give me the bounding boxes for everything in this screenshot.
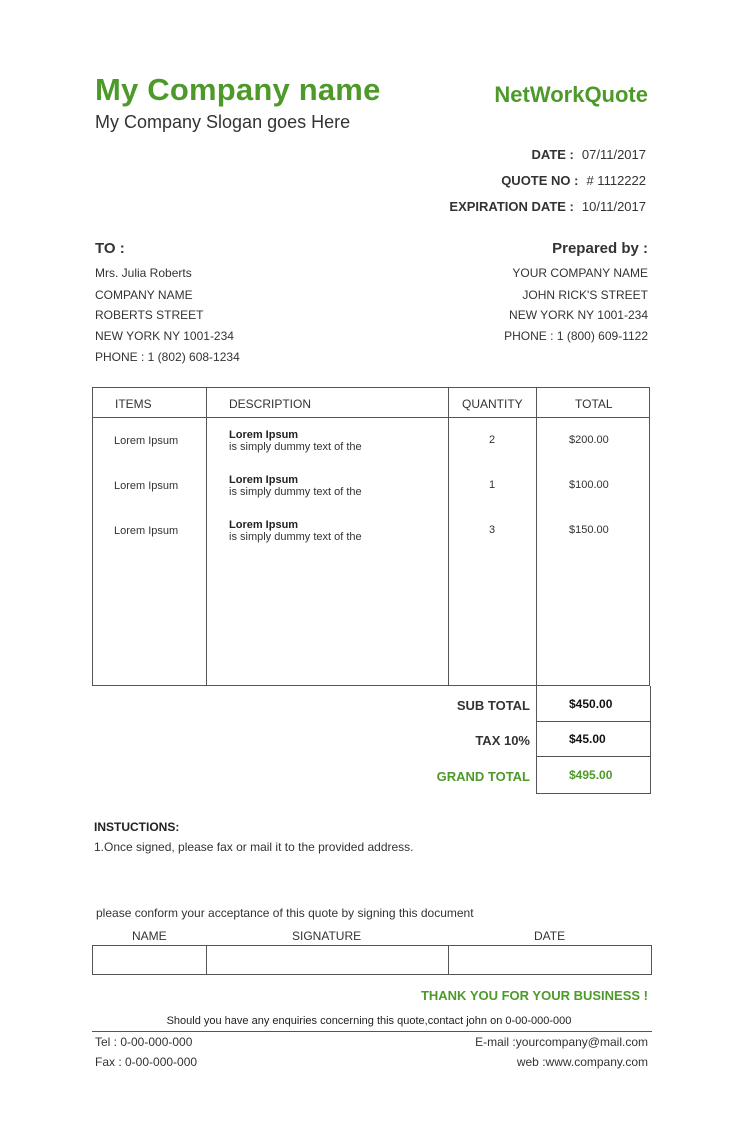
subtotal-label: SUB TOTAL — [456, 698, 530, 713]
quote-no-label: QUOTE NO : — [501, 173, 579, 188]
signature-divider — [448, 946, 449, 974]
to-heading: TO : — [95, 240, 125, 257]
date-row — [532, 147, 646, 162]
expiration-value: 10/11/2017 — [581, 199, 646, 214]
header-quantity: QUANTITY — [462, 397, 523, 411]
row-total: $200.00 — [569, 434, 609, 446]
date-value: 07/11/2017 — [581, 147, 646, 162]
prepared-by-line: JOHN RICK'S STREET — [522, 288, 648, 302]
prepared-by-line: YOUR COMPANY NAME — [512, 266, 648, 280]
row-quantity: 3 — [489, 524, 496, 536]
signature-divider — [206, 946, 207, 974]
header-items: ITEMS — [115, 397, 152, 411]
prepared-by-line: PHONE : 1 (800) 609-1122 — [504, 329, 648, 343]
description-subtitle: is simply dummy text of the — [229, 441, 362, 453]
enquiries-text: Should you have any enquiries concerning this quote,contact john on 0-00-000-000 — [166, 1015, 572, 1027]
instructions-text: 1.Once signed, please fax or mail it to the provided address. — [94, 840, 414, 854]
description-title: Lorem Ipsum — [229, 519, 299, 531]
table-divider — [206, 388, 207, 685]
table-divider — [536, 388, 537, 685]
description-title: Lorem Ipsum — [229, 474, 299, 486]
company-slogan: My Company Slogan goes Here — [95, 112, 351, 132]
acceptance-text: please conform your acceptance of this quote by signing this document — [96, 906, 474, 920]
signature-name-label: NAME — [132, 929, 167, 943]
to-line: PHONE : 1 (802) 608-1234 — [95, 350, 240, 364]
company-name: My Company name — [95, 72, 381, 107]
footer-tel: Tel : 0-00-000-000 — [95, 1035, 193, 1049]
grand-total-label: GRAND TOTAL — [436, 769, 530, 784]
quote-no-row — [501, 173, 646, 188]
footer-divider — [92, 1031, 652, 1032]
footer-web: web :www.company.com — [516, 1055, 648, 1069]
row-quantity: 1 — [489, 479, 496, 491]
table-divider — [448, 388, 449, 685]
description-subtitle: is simply dummy text of the — [229, 531, 362, 543]
subtotal-value: $450.00 — [569, 697, 613, 711]
signature-table — [92, 945, 652, 975]
to-line: COMPANY NAME — [95, 288, 193, 302]
prepared-by-heading: Prepared by : — [552, 240, 648, 257]
header-description: DESCRIPTION — [229, 397, 312, 411]
row-description — [229, 519, 362, 543]
prepared-by-line: NEW YORK NY 1001-234 — [509, 308, 648, 322]
row-description — [229, 474, 362, 498]
to-line: ROBERTS STREET — [95, 308, 204, 322]
thank-you-message: THANK YOU FOR YOUR BUSINESS ! — [420, 988, 648, 1003]
row-quantity: 2 — [489, 434, 496, 446]
subtotal-box — [536, 686, 651, 722]
expiration-row — [449, 199, 646, 214]
brand-title: NetWorkQuote — [494, 82, 648, 107]
row-total: $150.00 — [569, 524, 609, 536]
to-line: Mrs. Julia Roberts — [95, 266, 192, 280]
description-subtitle: is simply dummy text of the — [229, 486, 362, 498]
row-description — [229, 429, 362, 453]
footer-fax: Fax : 0-00-000-000 — [95, 1055, 198, 1069]
row-item: Lorem Ipsum — [114, 435, 179, 447]
table-header-divider — [93, 417, 649, 418]
row-total: $100.00 — [569, 479, 609, 491]
row-item: Lorem Ipsum — [114, 480, 179, 492]
tax-box — [536, 722, 651, 757]
grand-total-box — [536, 757, 651, 794]
description-title: Lorem Ipsum — [229, 429, 299, 441]
expiration-label: EXPIRATION DATE : — [449, 199, 574, 214]
signature-date-label: DATE — [534, 929, 566, 943]
to-line: NEW YORK NY 1001-234 — [95, 329, 234, 343]
header-total: TOTAL — [575, 397, 613, 411]
tax-label: TAX 10% — [475, 733, 530, 748]
grand-total-value: $495.00 — [569, 768, 613, 782]
quote-no-value: # 1112222 — [586, 173, 646, 188]
instructions-heading: INSTUCTIONS: — [94, 820, 180, 834]
row-item: Lorem Ipsum — [114, 525, 179, 537]
items-table — [92, 387, 650, 686]
signature-signature-label: SIGNATURE — [292, 929, 362, 943]
date-label: DATE : — [531, 147, 574, 162]
footer-email: E-mail :yourcompany@mail.com — [475, 1035, 648, 1049]
tax-value: $45.00 — [569, 732, 606, 746]
